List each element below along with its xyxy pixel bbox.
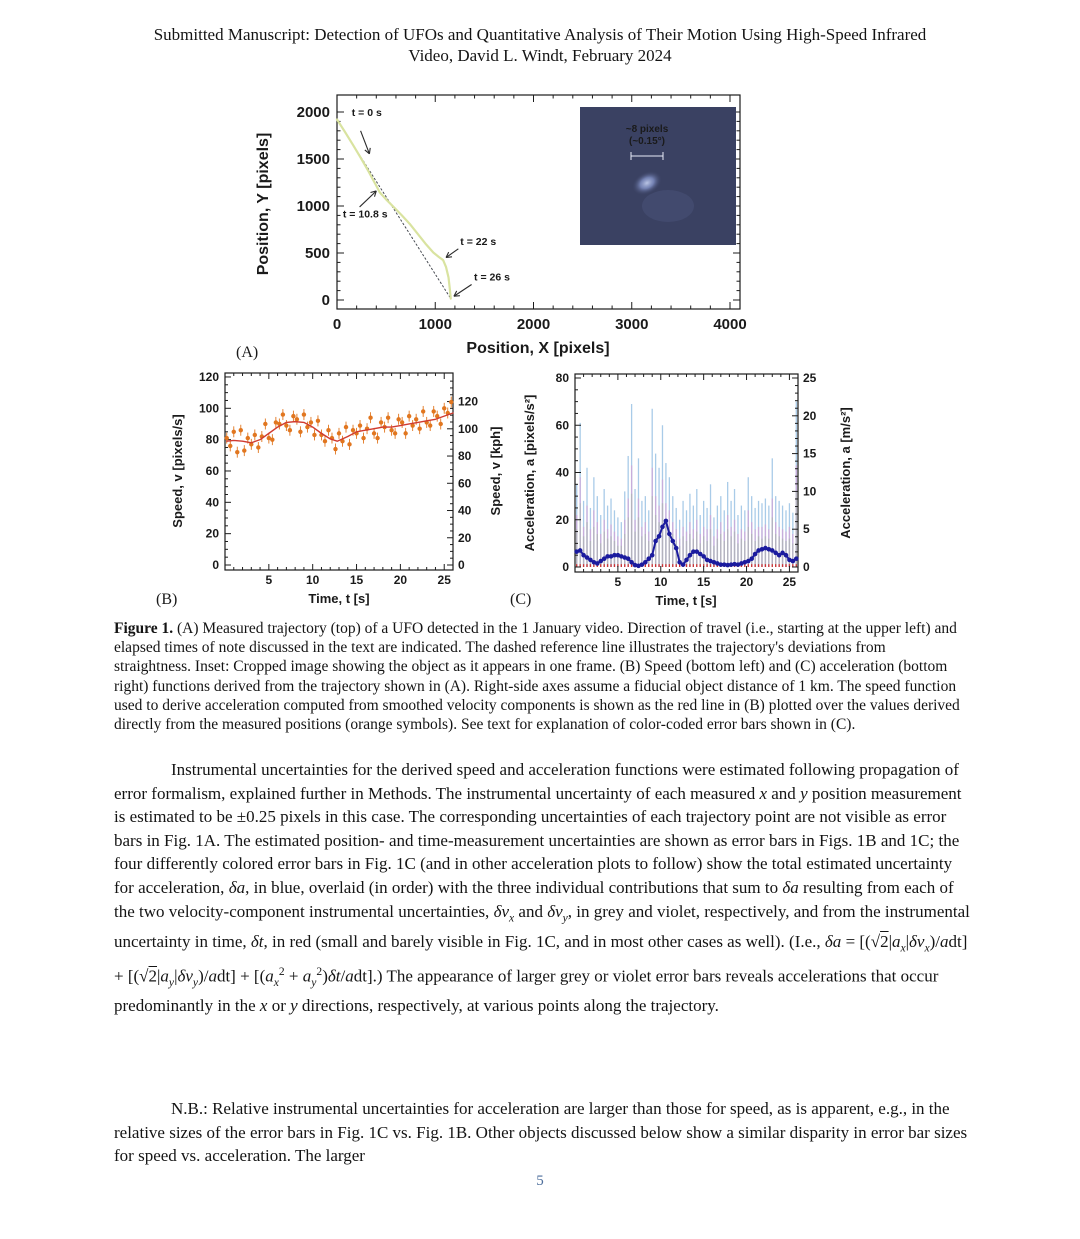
- trajectory-y-axis-label: Position, Y [pixels]: [255, 132, 272, 276]
- svg-text:0: 0: [332, 316, 342, 333]
- svg-text:0: 0: [321, 292, 330, 309]
- trajectory-chart: [228, 86, 768, 371]
- speed-x-axis-label: Time, t [s]: [308, 591, 370, 606]
- svg-text:20: 20: [393, 573, 408, 587]
- svg-text:2000: 2000: [516, 316, 551, 333]
- panel-label-a: (A): [236, 344, 259, 361]
- svg-text:2000: 2000: [296, 104, 330, 121]
- caption-text: (A) Measured trajectory (top) of a UFO detected in the 1 January video. Direction of travel (i.e., starting at the upper left) and elapsed times of note discussed in the text are indicated. The dashed reference line illustrates the trajectory's deviations from straightness. Inset: Cropped image showing the object as it appears in one frame. (B) Speed (bottom left) and (C) acceleration (bottom right) functions derived from the trajectory shown in (A). Right-side axes assume a fiducial object distance of 1 km. The speed function used to derive acceleration computed from smoothed velocity components is shown as the red line in (B) plotted over the values derived directly from the measured positions (orange symbols). See text for explanation of color-coded error bars shown in (C).: [114, 620, 960, 734]
- acceleration-left-axis-label: Acceleration, a [pixels/s²]: [522, 394, 537, 552]
- time-annotation-3: t = 26 s: [474, 271, 510, 284]
- svg-text:100: 100: [458, 421, 479, 436]
- page-header: [0, 24, 1080, 66]
- panel-label-b: (B): [156, 591, 178, 608]
- svg-text:60: 60: [205, 463, 219, 478]
- svg-text:5: 5: [265, 573, 273, 587]
- time-annotation-1: t = 10.8 s: [342, 208, 388, 221]
- svg-text:60: 60: [458, 476, 472, 491]
- svg-text:25: 25: [803, 371, 817, 385]
- svg-text:40: 40: [555, 465, 569, 480]
- svg-text:60: 60: [555, 418, 569, 433]
- svg-text:20: 20: [205, 526, 219, 541]
- inset-scale-label-2: (~0.15°): [629, 136, 665, 147]
- svg-text:0: 0: [458, 558, 465, 572]
- svg-text:80: 80: [458, 449, 472, 464]
- svg-text:5: 5: [614, 575, 622, 589]
- acceleration-right-axis-label: Acceleration, a [m/s²]: [838, 407, 853, 539]
- svg-text:4000: 4000: [713, 316, 747, 333]
- time-annotation-2: t = 22 s: [460, 236, 497, 249]
- speed-plot-frame: [225, 373, 453, 570]
- inset-scale-label-1: ~8 pixels: [625, 124, 669, 135]
- svg-text:120: 120: [198, 369, 219, 384]
- body-paragraph-2: N.B.: Relative instrumental uncertainties for acceleration are larger than those for speed, as is apparent, e.g., in the relative sizes of the error bars in Fig. 1C vs. Fig. 1B. Other objects discussed below show a similar disparity in error bar sizes for speed vs. acceleration. The larger: [114, 1099, 968, 1166]
- caption-label: Figure 1.: [114, 620, 174, 637]
- speed-chart: [148, 360, 518, 615]
- svg-text:15: 15: [349, 573, 364, 587]
- svg-text:5: 5: [803, 522, 810, 537]
- svg-text:0: 0: [562, 560, 569, 574]
- svg-text:1000: 1000: [418, 316, 452, 333]
- svg-text:40: 40: [205, 495, 219, 510]
- svg-text:20: 20: [458, 530, 472, 545]
- svg-text:1000: 1000: [296, 198, 330, 215]
- header-line-1: Submitted Manuscript: Detection of UFOs and Quantitative Analysis of Their Motion Using High-Speed Infrared: [153, 25, 927, 44]
- svg-text:80: 80: [205, 432, 219, 447]
- speed-left-axis-label: Speed, v [pixels/s]: [170, 414, 185, 528]
- acceleration-chart: [498, 360, 888, 615]
- svg-text:0: 0: [803, 560, 810, 574]
- svg-text:80: 80: [555, 371, 569, 385]
- svg-text:500: 500: [304, 245, 330, 262]
- svg-text:1500: 1500: [296, 151, 330, 168]
- body-paragraph-1: Instrumental uncertainties for the derived speed and acceleration functions were estimated following propagation of error formalism, explained further in Methods. The instrumental uncertainty of each measured x and y position measurement is estimated to be ±0.25 pixels in this case. The corresponding uncertainties of each trajectory point are not visible as error bars in Fig. 1A. The estimated position- and time-measurement uncertainties are shown as error bars in Figs. 1B and 1C; the four differently colored error bars in Fig. 1C (and in other acceleration plots to follow) show the total estimated uncertainty for acceleration, δa, in blue, overlaid (in order) with the three individual contributions that sum to δa resulting from each of the two velocity-component instrumental uncertainties, $\delta v_x$ and $\delta v_y$, in grey and violet, respectively, and from the instrumental uncertainty in time, δt, in red (small and barely visible in Fig. 1C, and in most other cases as well). (I.e., $\delta a = [(√2|a_x|\delta v_x)/adt] + [(√2|a_y|\delta v_y)/adt] + [(a_x^2 + a_y^2)\delta t/adt]$.) The appearance of larger grey or violet error bars reveals accelerations that occur predominantly in the x or y directions, respectively, at various points along the trajectory.: [114, 760, 970, 1016]
- svg-text:20: 20: [555, 512, 569, 527]
- object-inset-image: [580, 107, 736, 245]
- trajectory-plot-svg: [228, 86, 768, 371]
- panel-label-c: (C): [510, 591, 532, 608]
- svg-text:15: 15: [803, 446, 817, 461]
- trajectory-x-axis-label: Position, X [pixels]: [466, 340, 610, 357]
- svg-text:10: 10: [803, 484, 817, 499]
- acceleration-x-axis-label: Time, t [s]: [655, 593, 717, 608]
- svg-text:10: 10: [654, 575, 668, 589]
- speed-plot-svg: [148, 360, 518, 615]
- svg-text:3000: 3000: [615, 316, 649, 333]
- header-line-2: Video, David L. Windt, February 2024: [408, 46, 672, 65]
- speed-right-axis-label: Speed, v [kph]: [488, 426, 503, 516]
- figure-caption: [114, 619, 966, 734]
- acceleration-error-bars: [577, 402, 797, 567]
- svg-text:40: 40: [458, 503, 472, 518]
- svg-text:120: 120: [458, 394, 479, 409]
- svg-text:100: 100: [198, 401, 219, 416]
- time-annotation-0: t = 0 s: [351, 106, 382, 119]
- svg-text:10: 10: [306, 573, 320, 587]
- svg-text:25: 25: [437, 573, 451, 587]
- svg-text:20: 20: [803, 408, 817, 423]
- page-number: 5: [536, 1173, 544, 1189]
- svg-text:15: 15: [696, 575, 711, 589]
- speed-data-points: [225, 397, 454, 458]
- svg-text:20: 20: [739, 575, 754, 589]
- svg-text:0: 0: [212, 558, 219, 572]
- acceleration-plot-svg: [498, 360, 888, 615]
- svg-text:25: 25: [782, 575, 797, 589]
